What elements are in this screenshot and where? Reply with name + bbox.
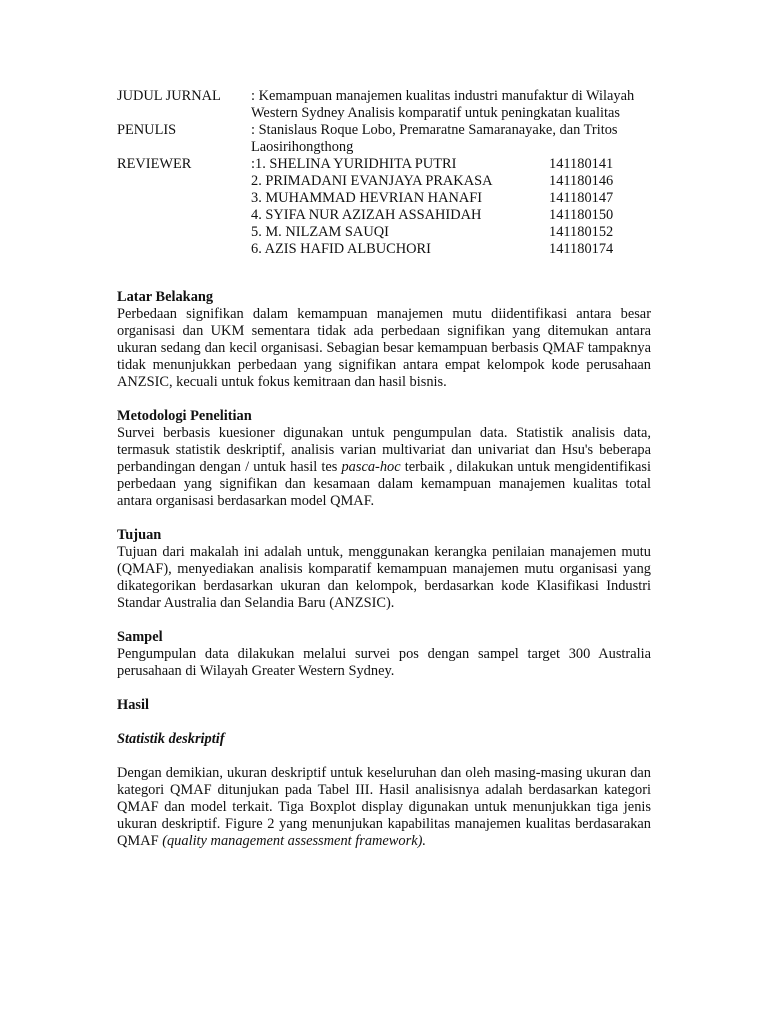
paragraph-latar-belakang: Perbedaan signifikan dalam kemampuan manajemen mutu diidentifikasi antara besar organisasi dan UKM sementara tidak ada perbedaan signifikan yang ditemukan antara ukuran sedang dan kecil organisasi. Sebagian besar kemampuan berbasis QMAF tampaknya tidak menunjukkan perbedaan yang signifikan antara empat kelompok kode perusahaan ANZSIC, kecuali untuk fokus kemitraan dan hasil bisnis. [117, 306, 651, 390]
subsection-title-statistik: Statistik deskriptif [117, 731, 225, 747]
metodologi-text-part: terbaik , dilakukan untuk mengidentifikasi perbedaan yang signifikan dan kesamaan dalam kemampuan manajemen kualitas total antara organisasi berdasarkan model QMAF. [117, 459, 651, 509]
section-title-hasil: Hasil [117, 697, 149, 713]
reviewer-name: 6. AZIS HAFID ALBUCHORI [251, 241, 431, 257]
reviewer-item [251, 224, 657, 241]
reviewer-nim: 141180150 [549, 207, 614, 223]
meta-row-reviewer [117, 156, 657, 258]
section-title-tujuan: Tujuan [117, 527, 162, 543]
reviewer-name: 5. M. NILZAM SAUQI [251, 224, 389, 240]
reviewer-list [251, 156, 657, 258]
meta-value-judul: : Kemampuan manajemen kualitas industri manufaktur di Wilayah Western Sydney Analisis komparatif untuk peningkatan kualitas [251, 88, 635, 121]
reviewer-name: 4. SYIFA NUR AZIZAH ASSAHIDAH [251, 207, 482, 223]
reviewer-nim: 141180141 [549, 156, 614, 172]
document-body [117, 289, 651, 850]
reviewer-name: 3. MUHAMMAD HEVRIAN HANAFI [251, 190, 483, 206]
reviewer-name: :1. SHELINA YURIDHITA PUTRI [251, 156, 457, 172]
journal-metadata [117, 88, 657, 258]
reviewer-name: 2. PRIMADANI EVANJAYA PRAKASA [251, 173, 493, 189]
meta-row-judul [117, 88, 657, 122]
reviewer-item [251, 173, 657, 190]
metodologi-italic-term: pasca-hoc [341, 459, 401, 475]
paragraph-metodologi [117, 425, 651, 510]
section-title-sampel: Sampel [117, 629, 163, 645]
meta-label-judul: JUDUL JURNAL [117, 88, 221, 104]
meta-row-penulis [117, 122, 657, 156]
reviewer-nim: 141180152 [549, 224, 614, 240]
paragraph-sampel: Pengumpulan data dilakukan melalui survei pos dengan sampel target 300 Australia perusahaan di Wilayah Greater Western Sydney. [117, 646, 651, 679]
reviewer-item [251, 156, 657, 173]
meta-label-penulis: PENULIS [117, 122, 177, 138]
hasil-italic-term: (quality management assessment framework). [162, 833, 426, 849]
metodologi-text-part: Survei berbasis kuesioner digunakan untuk pengumpulan data. Statistik analisis data, termasuk statistik deskriptif, analisis varian multivariat dan univariat dan Hsu's beberapa perbandingan dengan / untuk hasil tes [117, 425, 651, 475]
section-title-metodologi: Metodologi Penelitian [117, 408, 252, 424]
hasil-text-part: Dengan demikian, ukuran deskriptif untuk keseluruhan dan oleh masing-masing ukuran dan kategori QMAF ditunjukan pada Tabel III. Hasil analisisnya adalah berdasarkan kategori QMAF dan model terkait. Tiga Boxplot display digunakan untuk menunjukkan tiga jenis ukuran deskriptif. Figure 2 yang menunjukan kapabilitas manajemen kualitas berdasarakan QMAF [117, 765, 651, 849]
reviewer-item [251, 190, 657, 207]
paragraph-tujuan: Tujuan dari makalah ini adalah untuk, menggunakan kerangka penilaian manajemen mutu (QMAF), menyediakan analisis komparatif kemampuan manajemen mutu organisasi yang dikategorikan berdasarkan ukuran dan kelompok, berdasarkan kode Klasifikasi Industri Standar Australia dan Selandia Baru (ANZSIC). [117, 544, 651, 611]
reviewer-item [251, 241, 657, 258]
meta-label-reviewer: REVIEWER [117, 156, 192, 172]
reviewer-item [251, 207, 657, 224]
reviewer-nim: 141180146 [549, 173, 614, 189]
reviewer-nim: 141180147 [549, 190, 614, 206]
meta-value-penulis: : Stanislaus Roque Lobo, Premaratne Samaranayake, dan Tritos Laosirihongthong [251, 122, 618, 155]
reviewer-nim: 141180174 [549, 241, 614, 257]
section-title-latar-belakang: Latar Belakang [117, 289, 214, 305]
paragraph-hasil [117, 765, 651, 850]
